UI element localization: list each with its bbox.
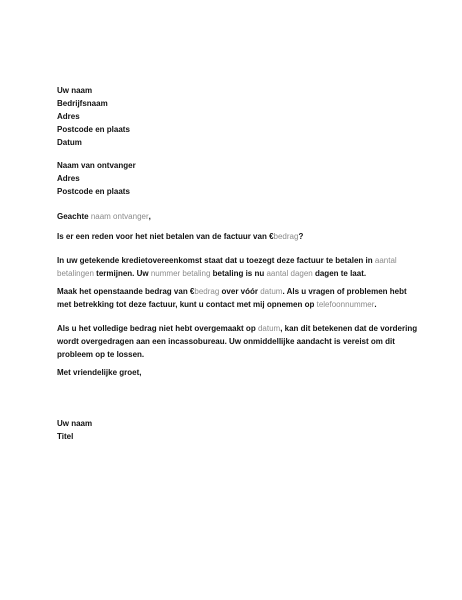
p1-text-b: ?	[298, 232, 304, 241]
recipient-address: Adres	[57, 174, 80, 183]
p3-placeholder-3: telefoonnummer	[316, 300, 375, 309]
p3-text-b: over vóór	[221, 287, 258, 296]
greeting-end: ,	[148, 212, 151, 221]
sender-company: Bedrijfsnaam	[57, 99, 108, 108]
p4-placeholder: datum	[257, 324, 281, 333]
p3-text-e: .	[374, 300, 377, 309]
p3-text-a: Maak het openstaande bedrag van €	[57, 287, 195, 296]
p2-placeholder-2: nummer betaling	[150, 269, 211, 278]
p2-text-d: dagen te laat.	[314, 269, 367, 278]
greeting-placeholder: naam ontvanger	[90, 212, 149, 221]
p2-text-c: betaling is nu	[212, 269, 265, 278]
sender-postal-city: Postcode en plaats	[57, 125, 130, 134]
sender-date: Datum	[57, 138, 82, 147]
recipient-block	[57, 159, 407, 198]
recipient-postal-city: Postcode en plaats	[57, 187, 130, 196]
p1-text-a: Is er een reden voor het niet betalen van de factuur van €	[57, 232, 274, 241]
signature-block	[57, 417, 407, 443]
paragraph-2	[57, 254, 409, 280]
closing-text: Met vriendelijke groet,	[57, 368, 142, 377]
sender-name: Uw naam	[57, 86, 93, 95]
p2-text-b: termijnen. Uw	[96, 269, 149, 278]
p4-text-c: wordt overgedragen aan een incassobureau. Uw onmiddellijke aandacht is vereist om dit	[57, 337, 395, 346]
p1-placeholder: bedrag	[273, 232, 299, 241]
p3-text-c: . Als u vragen of problemen hebt	[282, 287, 407, 296]
p4-text-b: , kan dit betekenen dat de vordering	[280, 324, 418, 333]
p2-text-a: In uw getekende kredietovereenkomst staat dat u toezegt deze factuur te betalen in	[57, 256, 373, 265]
greeting-text: Geachte	[57, 212, 89, 221]
p2-placeholder-1b: betalingen	[57, 269, 94, 278]
p2-placeholder-1: aantal	[374, 256, 397, 265]
paragraph-1	[57, 230, 409, 243]
p4-text-a: Als u het volledige bedrag niet hebt overgemaakt op	[57, 324, 256, 333]
closing	[57, 366, 409, 379]
recipient-name: Naam van ontvanger	[57, 161, 136, 170]
p4-text-d: probleem op te lossen.	[57, 350, 145, 359]
p3-placeholder-1: bedrag	[194, 287, 220, 296]
p2-placeholder-3: aantal dagen	[266, 269, 313, 278]
signature-title: Titel	[57, 432, 74, 441]
paragraph-3	[57, 285, 409, 311]
sender-address: Adres	[57, 112, 80, 121]
p3-text-d: met betrekking tot deze factuur, kunt u contact met mij opnemen op	[57, 300, 315, 309]
sender-block	[57, 84, 407, 149]
p3-placeholder-2: datum	[260, 287, 283, 296]
paragraph-4	[57, 322, 418, 361]
signature-name: Uw naam	[57, 419, 93, 428]
greeting	[57, 210, 409, 223]
